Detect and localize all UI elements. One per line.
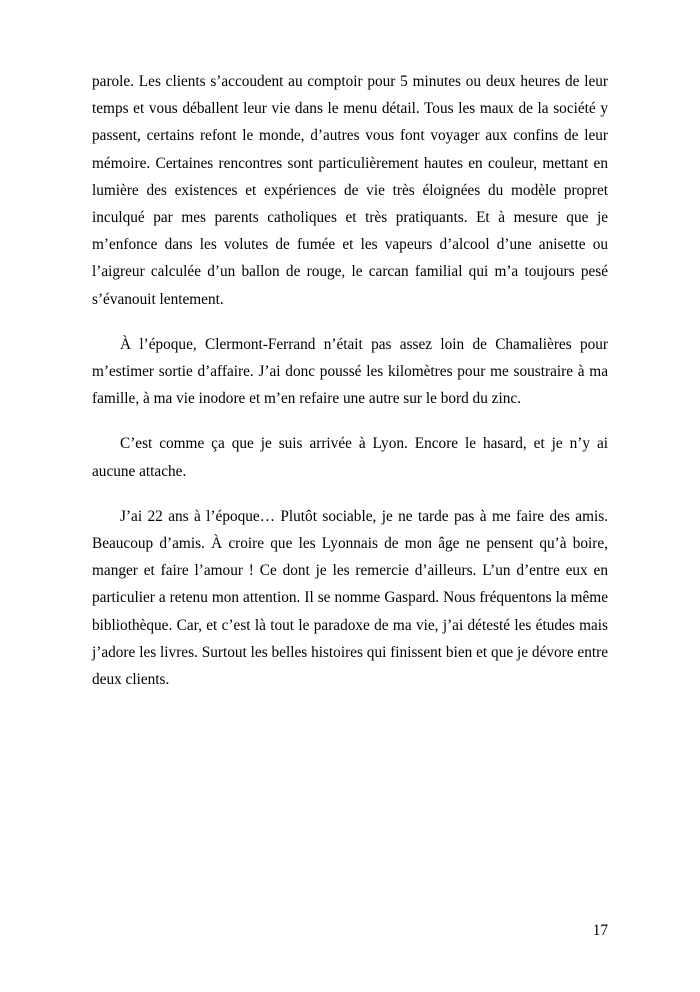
paragraph: parole. Les clients s’accoudent au comptoir pour 5 minutes ou deux heures de leur temps et vous déballent leur vie dans le menu détail. Tous les maux de la société y passent, certains refont le monde, d’autres vous font voyager aux confins de leur mémoire. Certaines rencontres sont particulièrement hautes en couleur, mettant en lumière des existences et expériences de vie très éloignées du modèle propret inculqué par mes parents catholiques et très pratiquants. Et à mesure que je m’enfonce dans les volutes de fumée et les vapeurs d’alcool d’une anisette ou l’aigreur calculée d’un ballon de rouge, le carcan familial qui m’a toujours pesé s’évanouit lentement. (92, 73, 608, 308)
paragraph: À l’époque, Clermont-Ferrand n’était pas assez loin de Chamalières pour m’estimer sortie d’affaire. J’ai donc poussé les kilomètres pour me soustraire à ma famille, à ma vie inodore et m’en refaire une autre sur le bord du zinc. (92, 335, 608, 408)
body-text-column (92, 68, 608, 693)
page-number: 17 (592, 921, 608, 939)
paragraph: J’ai 22 ans à l’époque… Plutôt sociable, je ne tarde pas à me faire des amis. Beaucoup d’amis. À croire que les Lyonnais de mon âge ne pensent qu’à boire, manger et faire l’amour ! Ce dont je les remercie d’ailleurs. L’un d’entre eux en particulier a retenu mon attention. Il se nomme Gaspard. Nous fréquentons la même bibliothèque. Car, et c’est là tout le paradoxe de ma vie, j’ai détesté les études mais j’adore les livres. Surtout les belles histoires qui finissent bien et que je dévore entre deux clients. (92, 507, 608, 689)
paragraph: C’est comme ça que je suis arrivée à Lyon. Encore le hasard, et je n’y ai aucune attache. (92, 435, 608, 480)
